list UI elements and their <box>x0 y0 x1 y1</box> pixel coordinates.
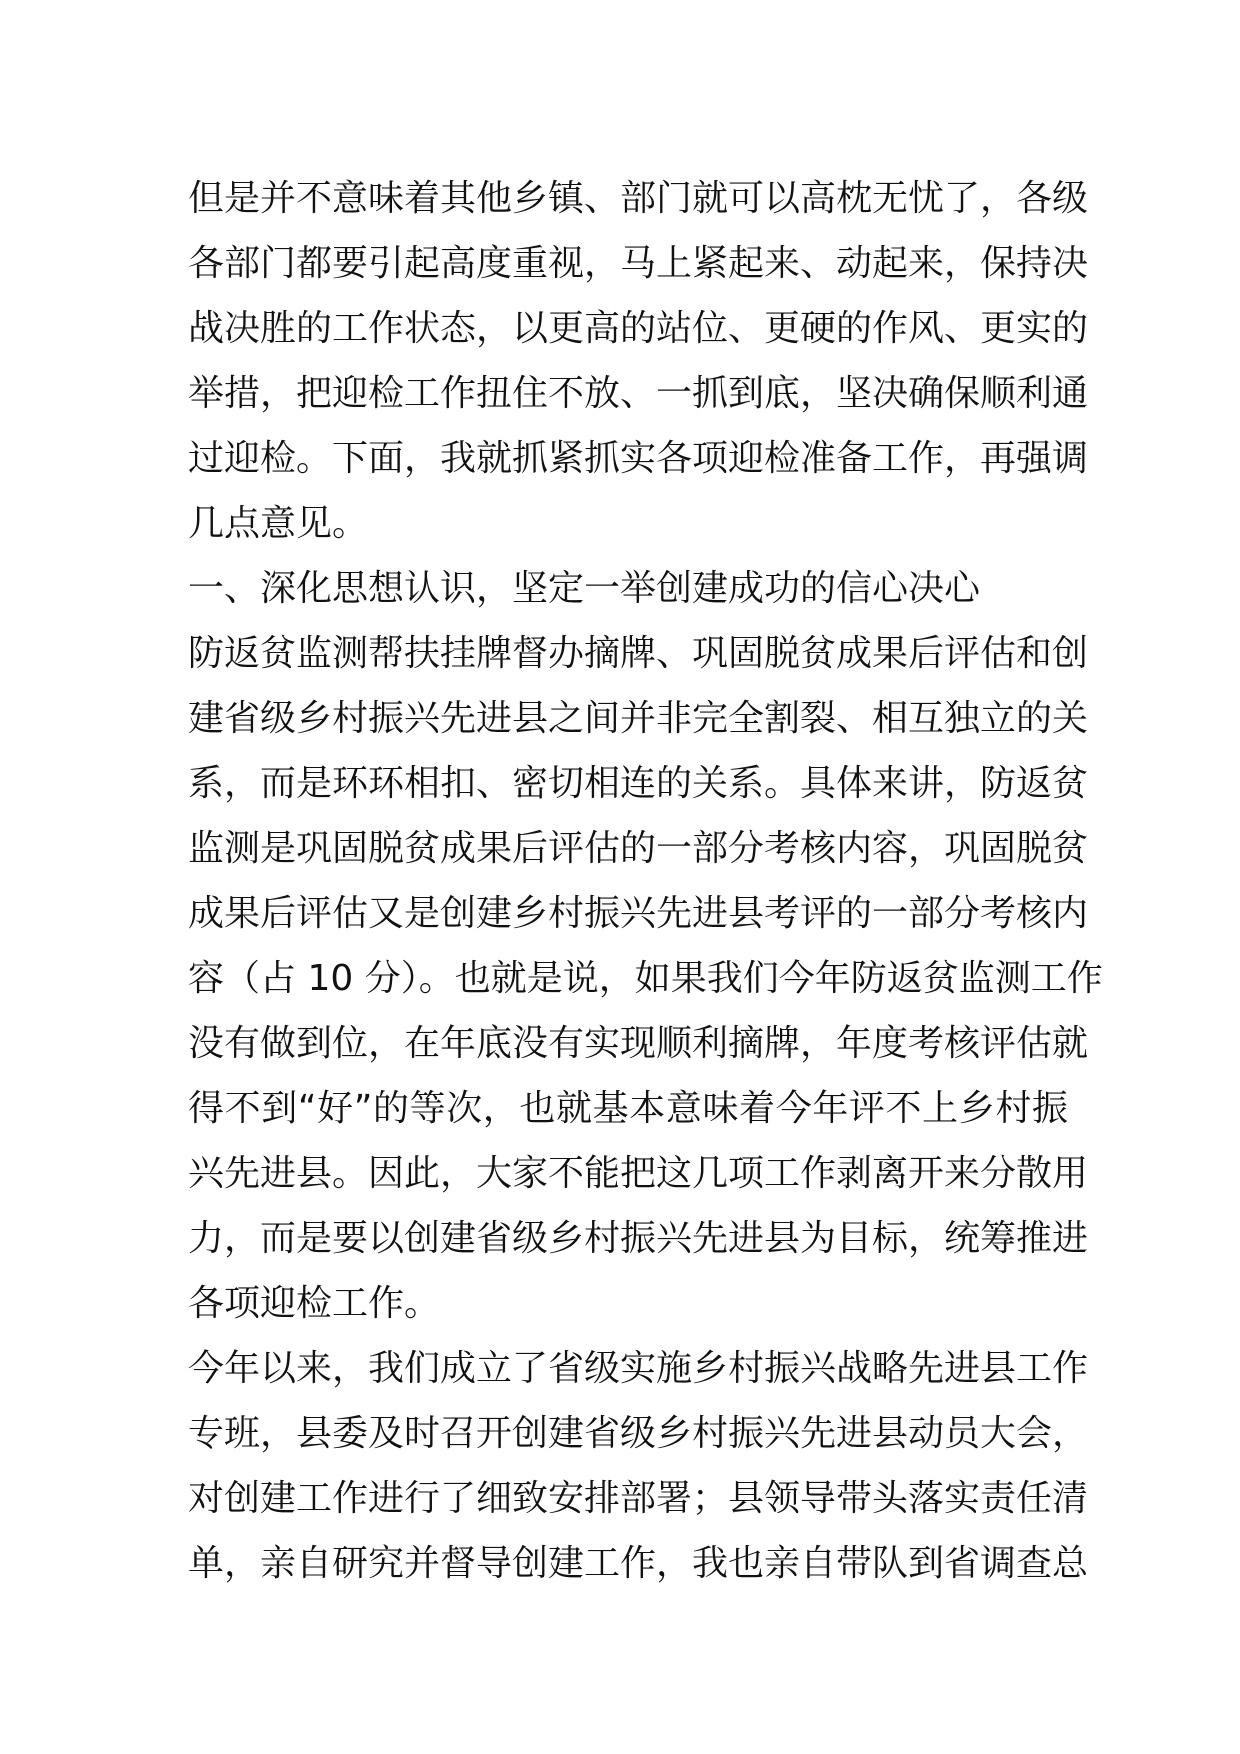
text-line: 今年以来，我们成立了省级实施乡村振兴战略先进县工作 <box>188 1348 1089 1389</box>
heading-line: 一、深化思想认识，坚定一举创建成功的信心决心 <box>188 568 981 609</box>
section-heading <box>188 556 1068 621</box>
text-line: 但是并不意味着其他乡镇、部门就可以高枕无忧了，各级 <box>188 178 1089 219</box>
text-line: 得不到“好”的等次，也就基本意味着今年评不上乡村振 <box>188 1088 1068 1129</box>
text-line: 单，亲自研究并督导创建工作，我也亲自带队到省调查总 <box>188 1543 1089 1584</box>
text-line: 专班，县委及时召开创建省级乡村振兴先进县动员大会， <box>188 1413 1089 1454</box>
document-page <box>188 166 1103 1596</box>
text-line: 容（占 10 分）。也就是说，如果我们今年防返贫监测工作 <box>188 958 1103 999</box>
text-line: 建省级乡村振兴先进县之间并非完全割裂、相互独立的关 <box>188 698 1089 739</box>
text-line: 各项迎检工作。 <box>188 1283 441 1324</box>
text-line: 几点意见。 <box>188 503 369 544</box>
text-line: 成果后评估又是创建乡村振兴先进县考评的一部分考核内 <box>188 893 1089 934</box>
text-line: 各部门都要引起高度重视，马上紧起来、动起来，保持决 <box>188 243 1089 284</box>
text-line: 没有做到位，在年底没有实现顺利摘牌，年度考核评估就 <box>188 1023 1089 1064</box>
paragraph-progress <box>188 1336 1089 1596</box>
text-line: 系，而是环环相扣、密切相连的关系。具体来讲，防返贫 <box>188 763 1089 804</box>
text-line: 举措，把迎检工作扭住不放、一抓到底，坚决确保顺利通 <box>188 373 1089 414</box>
text-line: 兴先进县。因此，大家不能把这几项工作剥离开来分散用 <box>188 1153 1089 1194</box>
text-line: 对创建工作进行了细致安排部署；县领导带头落实责任清 <box>188 1478 1089 1519</box>
text-line: 力，而是要以创建省级乡村振兴先进县为目标，统筹推进 <box>188 1218 1089 1259</box>
paragraph-relationship <box>188 621 1103 1336</box>
text-line: 过迎检。下面，我就抓紧抓实各项迎检准备工作，再强调 <box>188 438 1089 479</box>
text-line: 战决胜的工作状态，以更高的站位、更硬的作风、更实的 <box>188 308 1089 349</box>
text-line: 监测是巩固脱贫成果后评估的一部分考核内容，巩固脱贫 <box>188 828 1089 869</box>
paragraph-intro <box>188 166 1089 556</box>
text-line: 防返贫监测帮扶挂牌督办摘牌、巩固脱贫成果后评估和创 <box>188 633 1089 674</box>
